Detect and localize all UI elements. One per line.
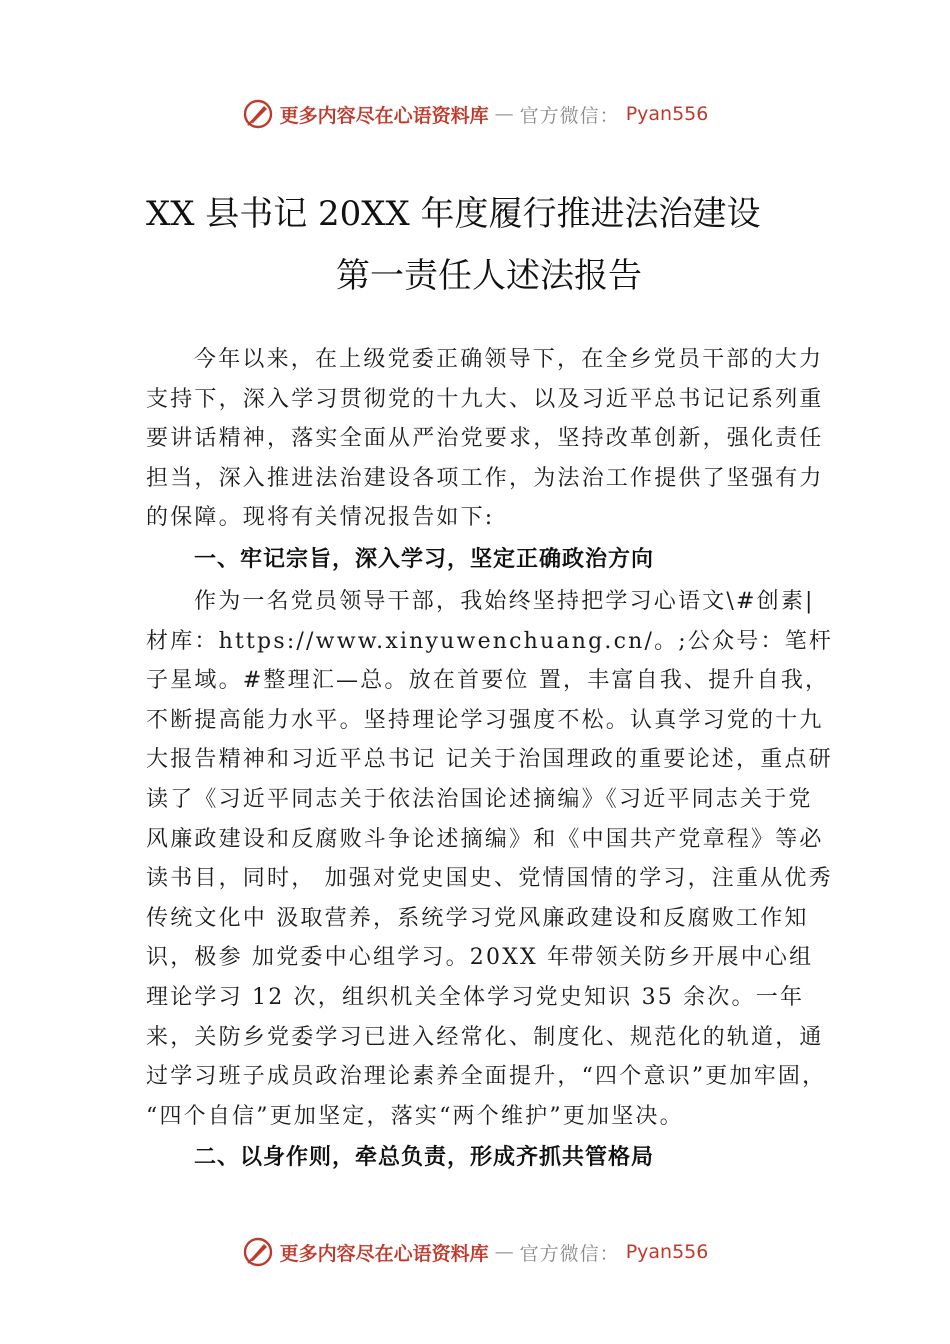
watermark-label: 官方微信： — [519, 104, 620, 127]
quill-seal-logo-icon — [242, 98, 274, 130]
watermark-wechat-id: Pyan556 — [625, 1241, 709, 1263]
watermark-separator: — — [494, 103, 514, 125]
watermark-brand: 更多内容尽在心语资料库 — [279, 104, 489, 127]
paragraph-intro: 今年以来，在上级党委正确领导下，在全乡党员干部的大力支持下，深入学习贯彻党的十九大、以及习近平总书记记系列重要讲话精神，落实全面从严治党要求，坚持改革创新，强化责任担当，深入推进法治建设各项工作，为法治工作提供了坚强有力的保障。现将有关情况报告如下: — [146, 347, 824, 531]
section-heading-1: 一、牢记宗旨，深入学习，坚定正确政治方向 — [194, 546, 655, 572]
paragraph-study: 作为一名党员领导干部，我始终坚持把学习心语文\#创素|材库：https://www.xinyuwenchuang.cn/。;公众号：笔杆子星域。#整理汇—总。放在首要位 置，丰富自我、提升自我，不断提高能力水平。坚持理论学习强度不松。认真学习党的十九大报告精神和习近平总书记 记关于治国理政的重要论述，重点研读了《习近平同志关于依法治国论述摘编》《习近平同志关于党风廉政建设和反腐败斗争论述摘编》和《中国共产党章程》等必读书目，同时， 加强对党史国史、党情国情的学习，注重从优秀传统文化中 汲取营养，系统学习党风廉政建设和反腐败工作知识，极参 加党委中心组学习。20XX 年带领关防乡开展中心组理论学习 12 次，组织机关全体学习党史知识 35 余次。一年来，关防乡党委学习已进入经常化、制度化、规范化的轨道，通过学习班子成员政治理论素养全面提升，“四个意识”更加牢固， “四个自信”更加坚定，落实“两个维护”更加坚决。 — [146, 588, 834, 1129]
watermark-brand: 更多内容尽在心语资料库 — [279, 1242, 489, 1265]
header-watermark — [0, 94, 950, 134]
watermark-separator: — — [494, 1241, 514, 1263]
document-body — [146, 340, 836, 1180]
watermark-label: 官方微信： — [519, 1242, 620, 1265]
document-title-line-1: XX 县书记 20XX 年度履行推进法治建设 — [146, 194, 761, 234]
document-title-line-2: 第一责任人述法报告 — [336, 256, 642, 296]
footer-watermark — [0, 1232, 950, 1272]
section-heading-2: 二、以身作则，牵总负责，形成齐抓共管格局 — [194, 1145, 655, 1171]
watermark-wechat-id: Pyan556 — [625, 103, 709, 125]
quill-seal-logo-icon — [242, 1236, 274, 1268]
